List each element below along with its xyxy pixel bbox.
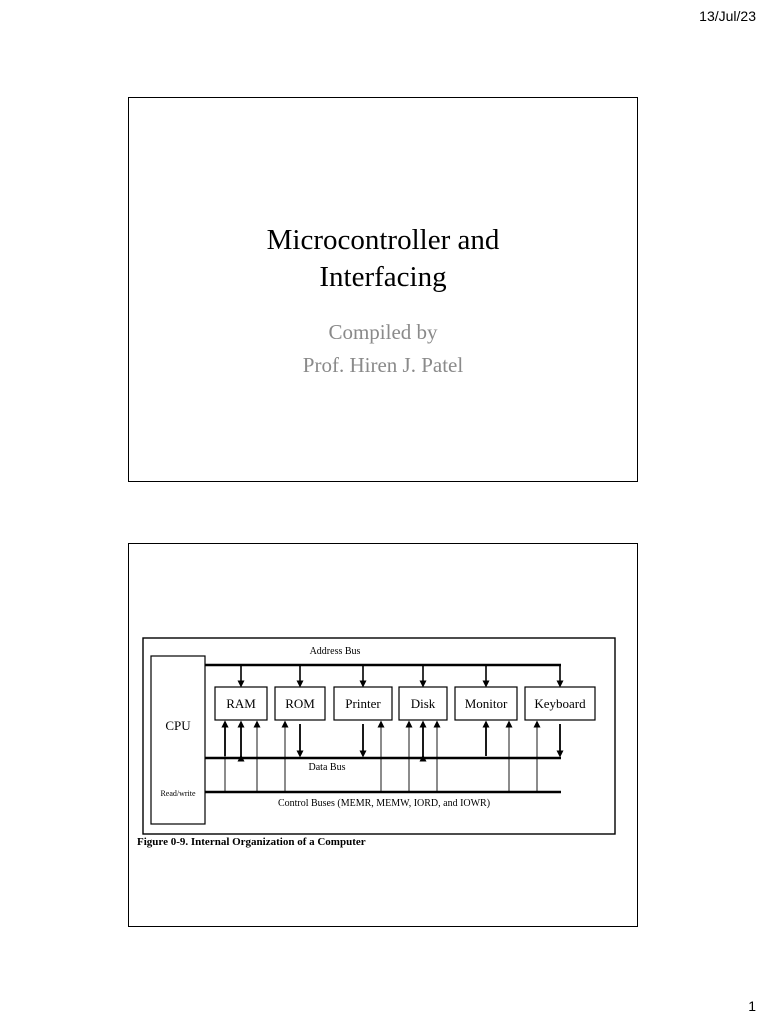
subtitle-line-2: Prof. Hiren J. Patel bbox=[302, 353, 464, 377]
printer-box bbox=[334, 687, 392, 720]
control-bus-label: Control Buses (MEMR, MEMW, IORD, and IOWR) bbox=[277, 798, 491, 809]
page-date: 13/Jul/23 bbox=[699, 8, 756, 24]
figure-caption: Figure 0-9. Internal Organization of a Computer bbox=[137, 836, 366, 848]
printer-label: Printer bbox=[345, 696, 381, 711]
rom-box bbox=[275, 687, 325, 720]
title-line-2: Interfacing bbox=[319, 261, 447, 293]
title-line-1: Microcontroller and bbox=[266, 224, 500, 256]
rom-label: ROM bbox=[285, 696, 315, 711]
slide-title bbox=[128, 97, 638, 482]
slide-subtitle bbox=[129, 316, 637, 382]
monitor-label: Monitor bbox=[464, 696, 508, 711]
address-bus-label: Address Bus bbox=[309, 646, 361, 657]
slide-diagram bbox=[128, 543, 638, 927]
disk-label: Disk bbox=[410, 696, 436, 711]
keyboard-label: Keyboard bbox=[534, 696, 586, 711]
page-number: 1 bbox=[748, 998, 756, 1014]
ram-label: RAM bbox=[226, 696, 256, 711]
data-bus-label: Data Bus bbox=[308, 762, 346, 773]
subtitle-line-1: Compiled by bbox=[328, 320, 438, 344]
ram-box bbox=[215, 687, 267, 720]
cpu-label: CPU bbox=[165, 718, 191, 733]
slide-title-heading bbox=[129, 222, 637, 296]
keyboard-box bbox=[525, 687, 595, 720]
computer-organization-diagram bbox=[129, 544, 637, 926]
read-write-label: Read/write bbox=[160, 789, 196, 798]
monitor-box bbox=[455, 687, 517, 720]
disk-box bbox=[399, 687, 447, 720]
cpu-box bbox=[151, 656, 205, 824]
